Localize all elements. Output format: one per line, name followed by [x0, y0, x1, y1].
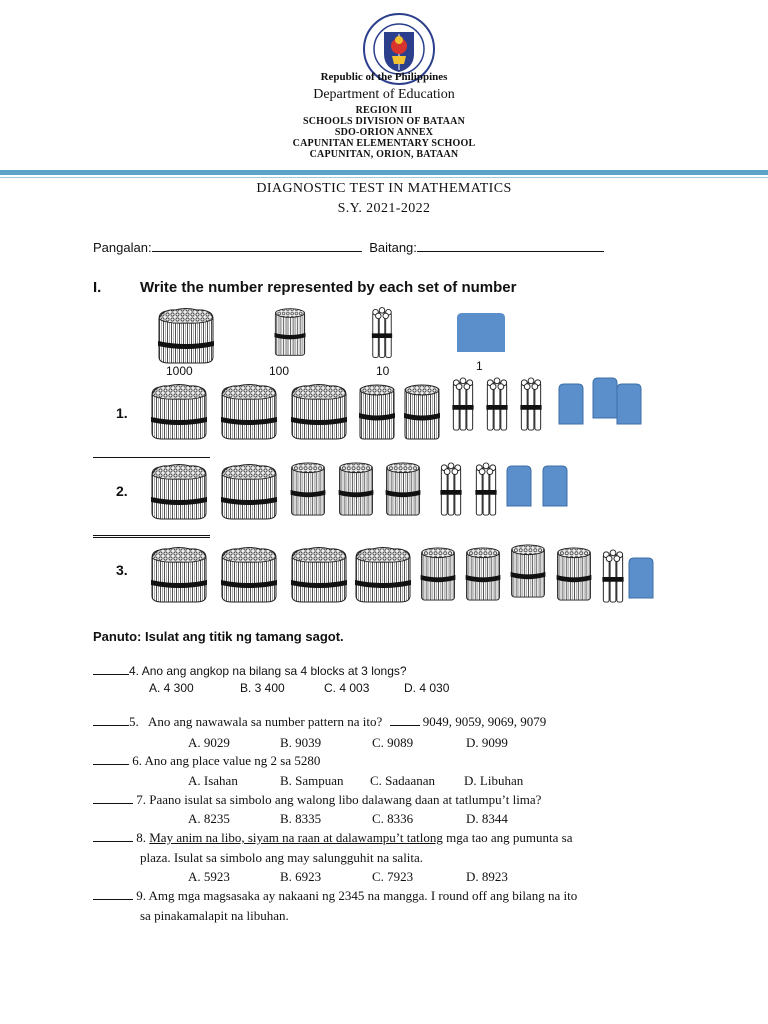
- option-d[interactable]: D. 9099: [466, 735, 508, 750]
- thousands-bundle: [352, 546, 414, 604]
- question-7: [93, 792, 541, 808]
- option-a[interactable]: A. 4 300: [149, 681, 194, 695]
- thousands-bundle: [218, 463, 280, 521]
- option-b[interactable]: B. Sampuan: [280, 773, 344, 788]
- question-5-options: [188, 735, 508, 751]
- school-line: CAPUNITAN ELEMENTARY SCHOOL: [292, 138, 476, 149]
- option-a[interactable]: A. 5923: [188, 869, 230, 884]
- option-a[interactable]: A. 8235: [188, 811, 230, 826]
- name-label: Pangalan:: [93, 240, 152, 255]
- test-title: DIAGNOSTIC TEST IN MATHEMATICS: [256, 181, 512, 196]
- option-b[interactable]: B. 9039: [280, 735, 322, 750]
- question-6: [93, 753, 320, 769]
- hundreds-bundle: [402, 383, 442, 441]
- hundreds-bundle: [336, 461, 376, 517]
- option-d[interactable]: D. 8344: [466, 811, 508, 826]
- instructions: [93, 629, 344, 644]
- instructions-text: Isulat ang titik ng tamang sagot.: [145, 629, 344, 644]
- legend-value-hundreds: 100: [269, 364, 290, 378]
- ones-block: [542, 465, 568, 507]
- legend-value-tens: 10: [376, 364, 390, 378]
- answer-line[interactable]: [93, 457, 210, 458]
- school-year: S.Y. 2021-2022: [337, 201, 431, 216]
- part-numeral: I.: [93, 279, 102, 296]
- option-c[interactable]: C. 8336: [372, 811, 414, 826]
- option-b[interactable]: B. 3 400: [240, 681, 285, 695]
- thousands-bundle: [288, 383, 350, 441]
- hundreds-bundle: [288, 461, 328, 517]
- question-8-options: [188, 869, 508, 885]
- tens-bundle: [473, 461, 499, 517]
- question-9: [93, 888, 577, 904]
- question-9-line2: sa pinakamalapit na libuhan.: [140, 908, 289, 923]
- option-c[interactable]: C. 4 003: [324, 681, 370, 695]
- question-number: 4.: [129, 664, 140, 678]
- part-heading: Write the number represented by each set of number: [140, 279, 517, 296]
- question-text: Ano ang nawawala sa number pattern na ito?: [148, 714, 383, 729]
- question-text: mga tao ang pumunta sa: [442, 830, 573, 845]
- legend-value-ones: 1: [476, 359, 483, 373]
- thousands-bundle: [148, 383, 210, 441]
- hundreds-bundle: [508, 543, 548, 599]
- item-label: 3.: [116, 562, 128, 578]
- question-number: 9.: [136, 888, 146, 903]
- tens-bundle: [438, 461, 464, 517]
- hundreds-bundle: [418, 546, 458, 602]
- tens-bundle: [600, 548, 626, 604]
- question-5: [93, 714, 546, 730]
- answer-line[interactable]: [93, 535, 210, 536]
- answer-blank[interactable]: [93, 764, 129, 765]
- division-line: SCHOOLS DIVISION OF BATAAN: [303, 116, 465, 127]
- answer-line[interactable]: [93, 537, 210, 538]
- republic-line: Republic of the Philippines: [320, 71, 448, 83]
- question-text: Ano ang angkop na bilang sa 4 blocks at 3 longs?: [141, 664, 407, 678]
- option-c[interactable]: C. Sadaanan: [370, 773, 435, 788]
- option-c[interactable]: C. 9089: [372, 735, 414, 750]
- item-label: 1.: [116, 405, 128, 421]
- region-line: REGION III: [355, 105, 413, 116]
- thousands-bundle: [218, 383, 280, 441]
- ones-block: [558, 383, 584, 425]
- hundreds-bundle: [357, 383, 397, 441]
- question-number: 7.: [136, 792, 146, 807]
- option-d[interactable]: D. 8923: [466, 869, 508, 884]
- question-6-options: [188, 773, 523, 789]
- header-rule-thin: [0, 177, 768, 178]
- thousands-bundle: [288, 546, 350, 604]
- question-number: 5.: [129, 714, 139, 729]
- thousands-bundle: [218, 546, 280, 604]
- answer-blank[interactable]: [93, 841, 133, 842]
- question-8: [93, 830, 572, 846]
- ones-block: [592, 377, 618, 419]
- grade-input[interactable]: [417, 251, 604, 252]
- thousands-bundle: [148, 463, 210, 521]
- option-d[interactable]: D. Libuhan: [464, 773, 524, 788]
- tens-bundle: [518, 376, 544, 432]
- question-text: Ano ang place value ng 2 sa 5280: [144, 753, 321, 768]
- ones-block-icon: [456, 312, 506, 352]
- option-b[interactable]: B. 6923: [280, 869, 322, 884]
- pattern: 9049, 9059, 9069, 9079: [422, 714, 547, 729]
- question-number: 8.: [136, 830, 146, 845]
- name-input[interactable]: [152, 251, 362, 252]
- question-8-line2: plaza. Isulat sa simbolo ang may salungguhit na salita.: [140, 850, 424, 865]
- address-line: CAPUNITAN, ORION, BATAAN: [309, 149, 459, 160]
- answer-blank[interactable]: [93, 899, 133, 900]
- tens-bundle: [484, 376, 510, 432]
- option-a[interactable]: A. Isahan: [188, 773, 238, 788]
- ones-block: [628, 556, 654, 600]
- answer-blank[interactable]: [93, 674, 129, 675]
- name-field-row: [93, 240, 604, 255]
- answer-blank[interactable]: [93, 803, 133, 804]
- question-4-options: [149, 681, 469, 695]
- item-label: 2.: [116, 483, 128, 499]
- hundreds-bundle-icon: [270, 307, 310, 357]
- answer-blank[interactable]: [93, 725, 129, 726]
- ones-block: [616, 383, 642, 425]
- option-c[interactable]: C. 7923: [372, 869, 414, 884]
- option-b[interactable]: B. 8335: [280, 811, 322, 826]
- hundreds-bundle: [383, 461, 423, 517]
- grade-label: Baitang:: [369, 240, 417, 255]
- hundreds-bundle: [554, 546, 594, 602]
- question-number: 6.: [132, 753, 142, 768]
- sdo-line: SDO-ORION ANNEX: [334, 127, 434, 138]
- thousands-bundle-icon: [155, 307, 217, 365]
- question-4: [93, 664, 407, 678]
- underlined-text: May anim na libo, siyam na raan at dalawampu’t tatlong: [149, 830, 443, 845]
- department-line: Department of Education: [313, 87, 455, 102]
- instructions-label: Panuto:: [93, 629, 142, 644]
- tens-bundle: [450, 376, 476, 432]
- hundreds-bundle: [463, 546, 503, 602]
- question-text: Paano isulat sa simbolo ang walong libo dalawang daan at tatlumpu’t lima?: [149, 792, 542, 807]
- question-text: Amg mga magsasaka ay nakaani ng 2345 na mangga. I round off ang bilang na ito: [148, 888, 578, 903]
- legend-value-thousands: 1000: [166, 364, 193, 378]
- question-7-options: [188, 811, 508, 827]
- tens-bundle-icon: [370, 305, 394, 360]
- option-a[interactable]: A. 9029: [188, 735, 230, 750]
- thousands-bundle: [148, 546, 210, 604]
- ones-block: [506, 465, 532, 507]
- pattern-blank[interactable]: [390, 725, 420, 726]
- header-rule: [0, 170, 768, 175]
- option-d[interactable]: D. 4 030: [404, 681, 450, 695]
